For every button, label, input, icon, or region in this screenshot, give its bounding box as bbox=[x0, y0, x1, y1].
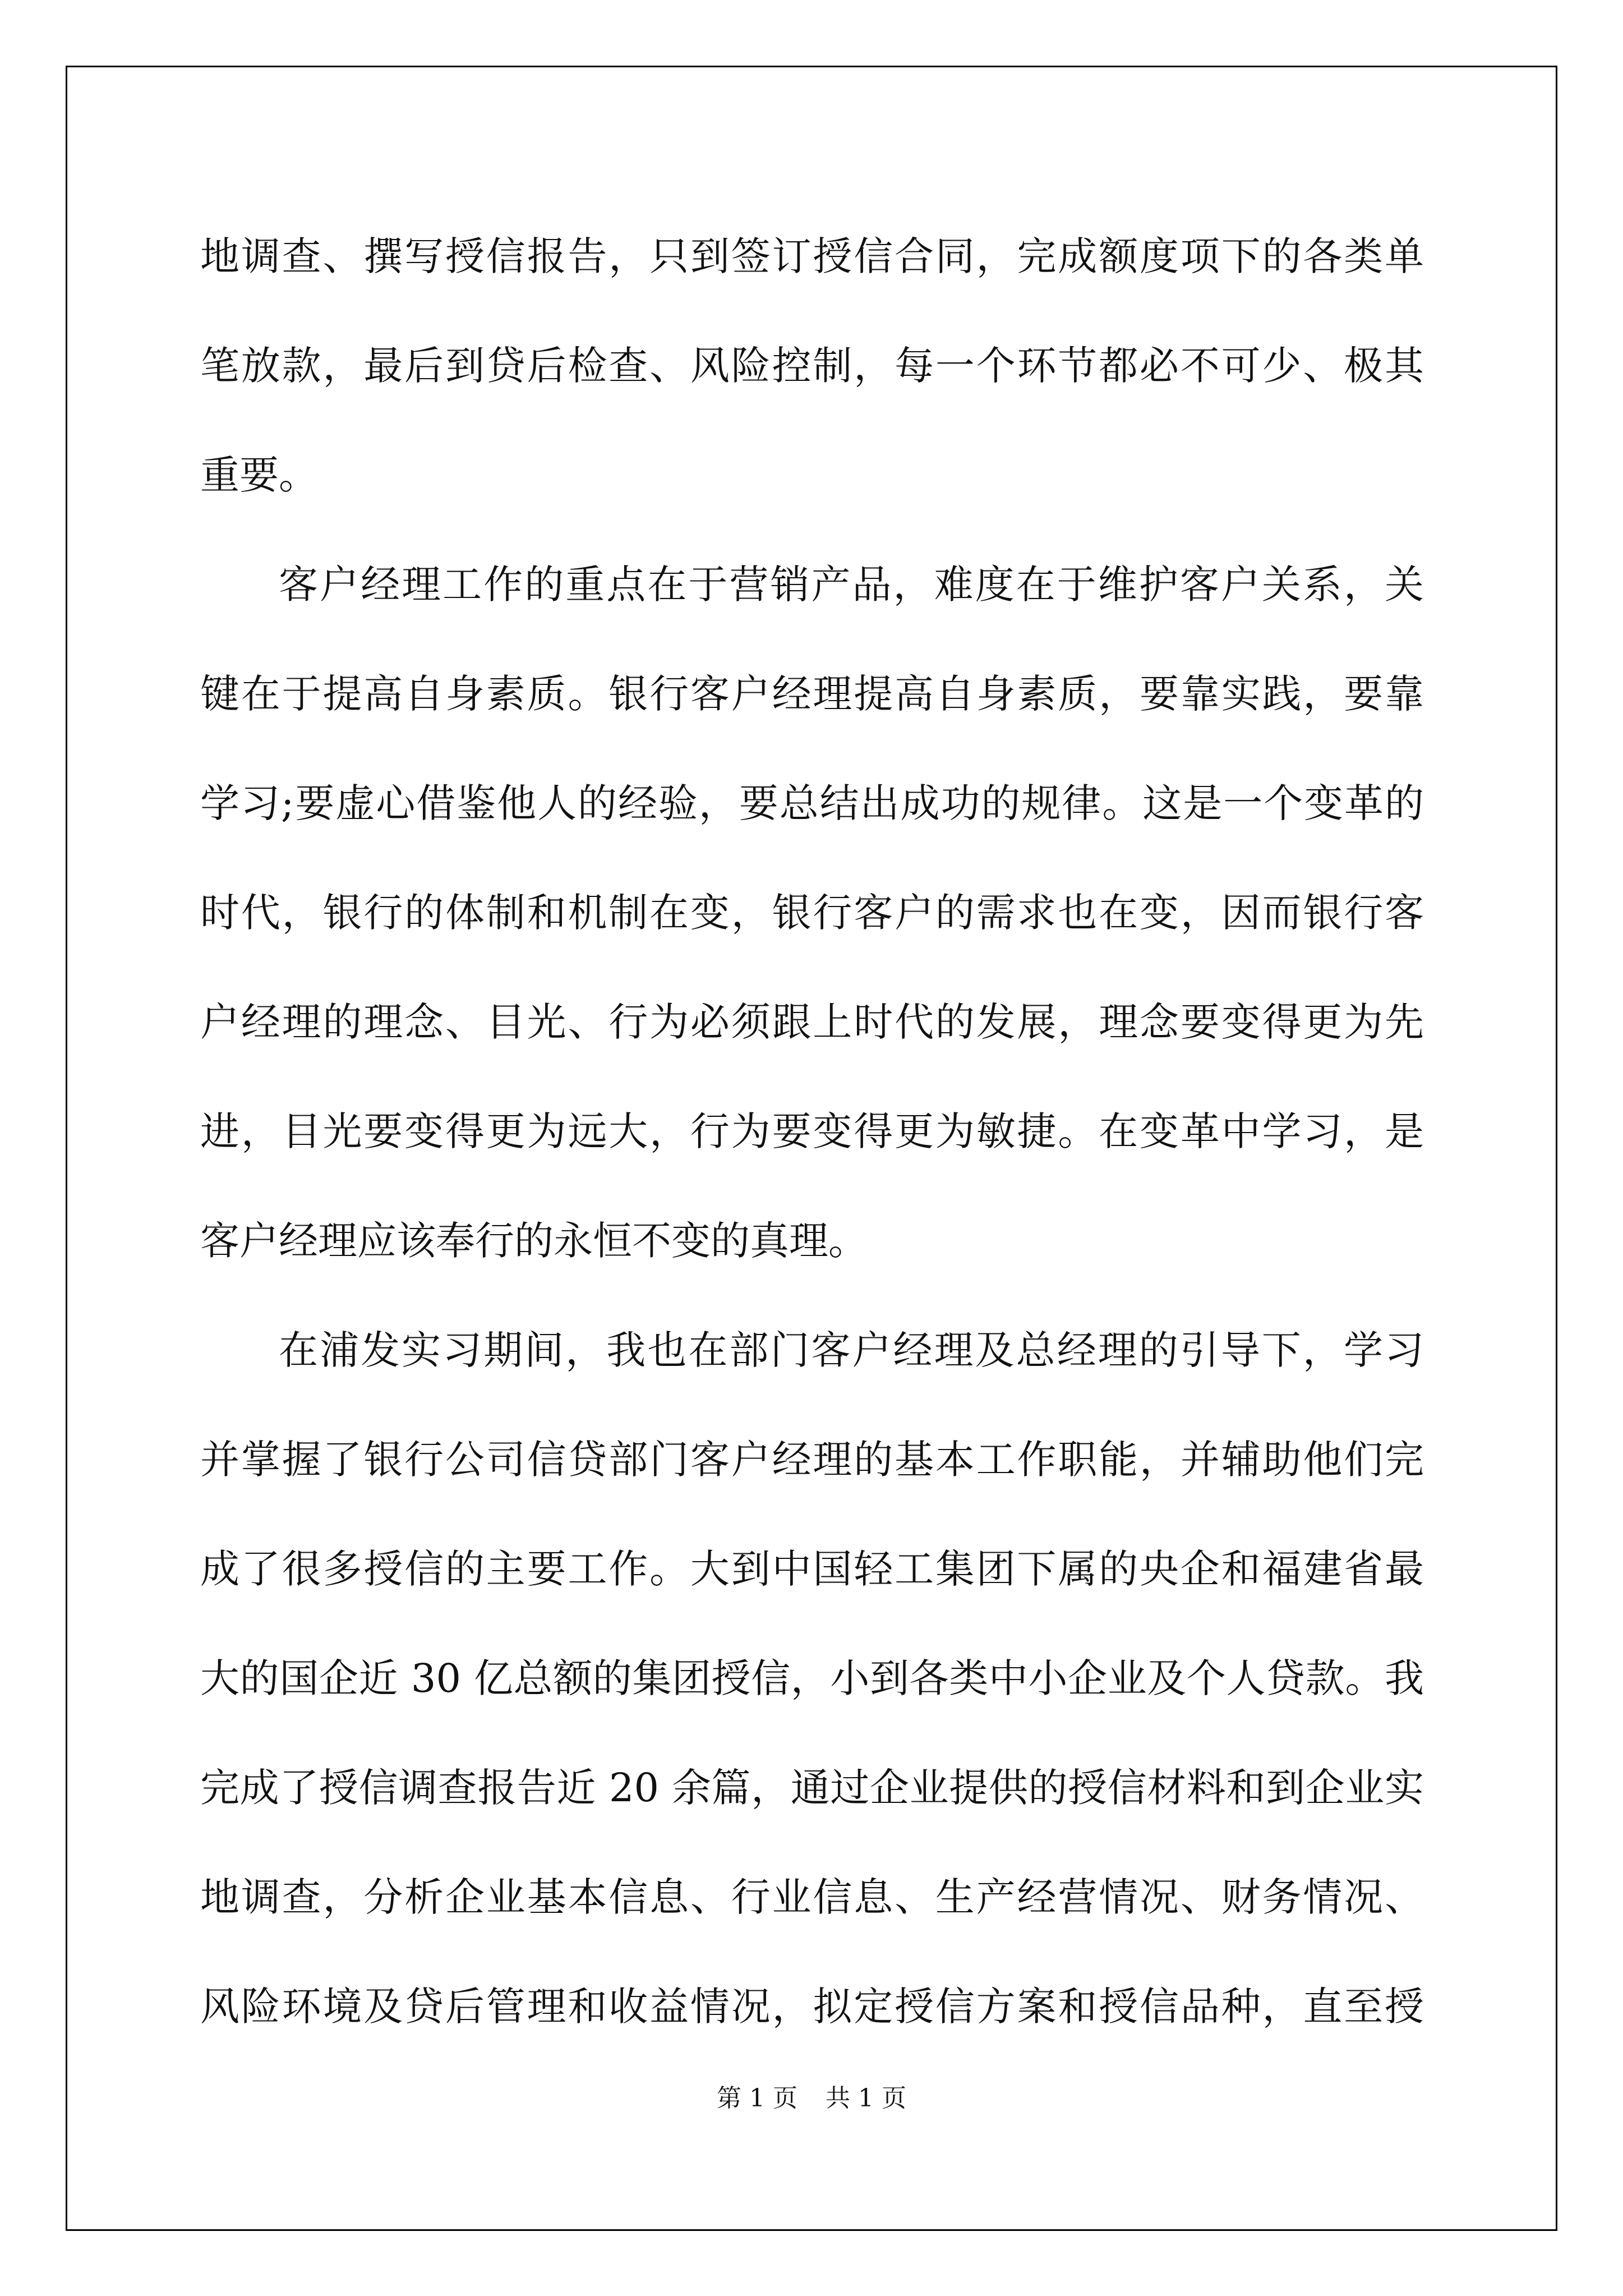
text-line: 笔放款，最后到贷后检查、风险控制，每一个环节都必不可少、极其 bbox=[200, 343, 1424, 389]
text-line: 风险环境及贷后管理和收益情况，拟定授信方案和授信品种，直至授 bbox=[200, 1984, 1424, 2030]
text-line: 大的国企近 30 亿总额的集团授信，小到各类中小企业及个人贷款。我 bbox=[200, 1655, 1424, 1701]
text-line: 并掌握了银行公司信贷部门客户经理的基本工作职能，并辅助他们完 bbox=[200, 1437, 1424, 1483]
text-line: 户经理的理念、目光、行为必须跟上时代的发展，理念要变得更为先 bbox=[200, 999, 1424, 1045]
text-line: 学习;要虚心借鉴他人的经验，要总结出成功的规律。这是一个变革的 bbox=[200, 780, 1424, 826]
page-total: 共 1 页 bbox=[826, 2084, 906, 2113]
text-line: 地调查、撰写授信报告，只到签订授信合同，完成额度项下的各类单 bbox=[200, 233, 1424, 279]
text-line: 成了很多授信的主要工作。大到中国轻工集团下属的央企和福建省最 bbox=[200, 1546, 1424, 1592]
page-number: 第 1 页 bbox=[717, 2084, 797, 2113]
text-line: 进，目光要变得更为远大，行为要变得更为敏捷。在变革中学习，是 bbox=[200, 1108, 1424, 1154]
text-line: 重要。 bbox=[200, 452, 318, 498]
text-line: 完成了授信调查报告近 20 余篇，通过企业提供的授信材料和到企业实 bbox=[200, 1765, 1424, 1811]
page-footer bbox=[0, 2078, 1623, 2114]
text-line: 在浦发实习期间，我也在部门客户经理及总经理的引导下，学习 bbox=[279, 1327, 1424, 1373]
text-line: 客户经理工作的重点在于营销产品，难度在于维护客户关系，关 bbox=[279, 562, 1424, 608]
text-line: 键在于提高自身素质。银行客户经理提高自身素质，要靠实践，要靠 bbox=[200, 671, 1424, 717]
text-line: 地调查，分析企业基本信息、行业信息、生产经营情况、财务情况、 bbox=[200, 1874, 1424, 1920]
text-line: 时代，银行的体制和机制在变，银行客户的需求也在变，因而银行客 bbox=[200, 890, 1424, 936]
document-body bbox=[200, 202, 1424, 2062]
text-line: 客户经理应该奉行的永恒不变的真理。 bbox=[200, 1218, 868, 1264]
